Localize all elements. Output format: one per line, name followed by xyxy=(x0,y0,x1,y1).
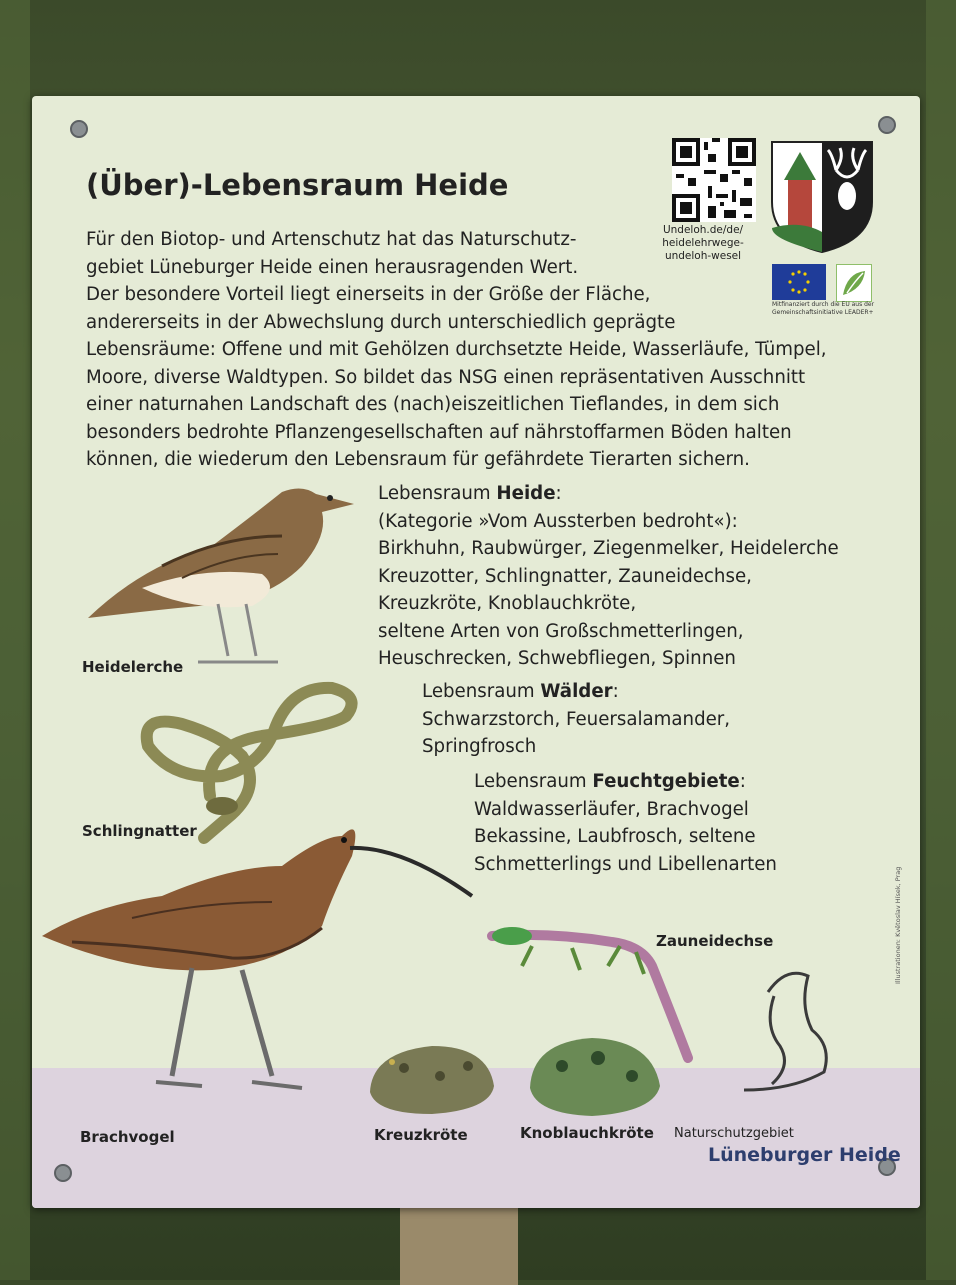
eu-caption: Mitfinanziert durch die EU aus der Gemeinschaftsinitiative LEADER+ xyxy=(772,301,875,316)
smooth-snake-illustration xyxy=(147,688,352,838)
section-line: Waldwasserläufer, Brachvogel xyxy=(474,798,749,820)
heath-stone-logo xyxy=(744,973,826,1090)
curlew-illustration xyxy=(42,829,472,1088)
section-line: seltene Arten von Großschmetterlingen, xyxy=(378,620,744,642)
nsg-title: Lüneburger Heide xyxy=(708,1144,901,1166)
illustration-credit: Illustrationen: Květoslav Hísek, Prag xyxy=(894,866,902,984)
spadefoot-toad-illustration xyxy=(530,1038,660,1116)
section-line: Bekassine, Laubfrosch, seltene xyxy=(474,826,756,847)
intro-line: Für den Biotop- und Artenschutz hat das Naturschutz- xyxy=(86,229,577,250)
section-line: Kreuzotter, Schlingnatter, Zauneidechse, xyxy=(378,565,752,587)
section-heading: Lebensraum Feuchtgebiete: xyxy=(474,771,746,792)
sign-post xyxy=(400,1205,518,1285)
intro-line: Moore, diverse Waldtypen. So bildet das NSG einen repräsentativen Ausschnitt xyxy=(86,366,806,388)
illustrations xyxy=(32,96,920,1208)
woodlark-illustration xyxy=(88,488,354,662)
intro-line: Lebensräume: Offene und mit Gehölzen durchsetzte Heide, Wasserläufe, Tümpel, xyxy=(86,339,827,360)
intro-line: Der besondere Vorteil liegt einerseits in der Größe der Fläche, xyxy=(86,284,651,305)
section-line: Schmetterlings und Libellenarten xyxy=(474,853,777,875)
section-line: Springfrosch xyxy=(422,736,537,757)
intro-line: einer naturnahen Landschaft des (nach)eiszeitlichen Tieflandes, in dem sich xyxy=(86,394,780,415)
intro-line: besonders bedrohte Pflanzengesellschaften auf nährstoffarmen Böden halten xyxy=(86,421,792,443)
natterjack-toad-illustration xyxy=(370,1046,494,1114)
label-kreuzkroete: Kreuzkröte xyxy=(374,1126,468,1144)
label-brachvogel: Brachvogel xyxy=(80,1128,175,1146)
section-heading: Lebensraum Heide: xyxy=(378,483,562,504)
intro-line: andererseits in der Abwechslung durch unterschiedlich geprägte xyxy=(86,311,676,333)
grass-right xyxy=(926,0,956,1280)
sign-title: (Über)-Lebensraum Heide xyxy=(86,168,509,202)
section-line: Birkhuhn, Raubwürger, Ziegenmelker, Heidelerche xyxy=(378,538,839,559)
label-knoblauchkroete: Knoblauchkröte xyxy=(520,1124,654,1142)
intro-line: gebiet Lüneburger Heide einen herausragenden Wert. xyxy=(86,256,579,278)
label-heidelerche: Heidelerche xyxy=(82,658,184,676)
grass-left xyxy=(0,0,30,1280)
nsg-subtitle: Naturschutzgebiet xyxy=(674,1126,794,1141)
label-schlingnatter: Schlingnatter xyxy=(82,822,197,840)
section-line: Schwarzstorch, Feuersalamander, xyxy=(422,708,731,730)
section-line: Heuschrecken, Schwebfliegen, Spinnen xyxy=(378,648,736,669)
qr-caption: Undeloh.de/de/ heidelehrwege- undeloh-wesel xyxy=(662,224,744,262)
label-zauneidechse: Zauneidechse xyxy=(656,932,774,950)
information-sign xyxy=(32,96,920,1208)
section-line: Kreuzkröte, Knoblauchkröte, xyxy=(378,593,637,614)
intro-line: können, die wiederum den Lebensraum für gefährdete Tierarten sichern. xyxy=(86,449,750,470)
section-line: (Kategorie »Vom Aussterben bedroht«): xyxy=(378,510,738,532)
section-heading: Lebensraum Wälder: xyxy=(422,681,619,702)
